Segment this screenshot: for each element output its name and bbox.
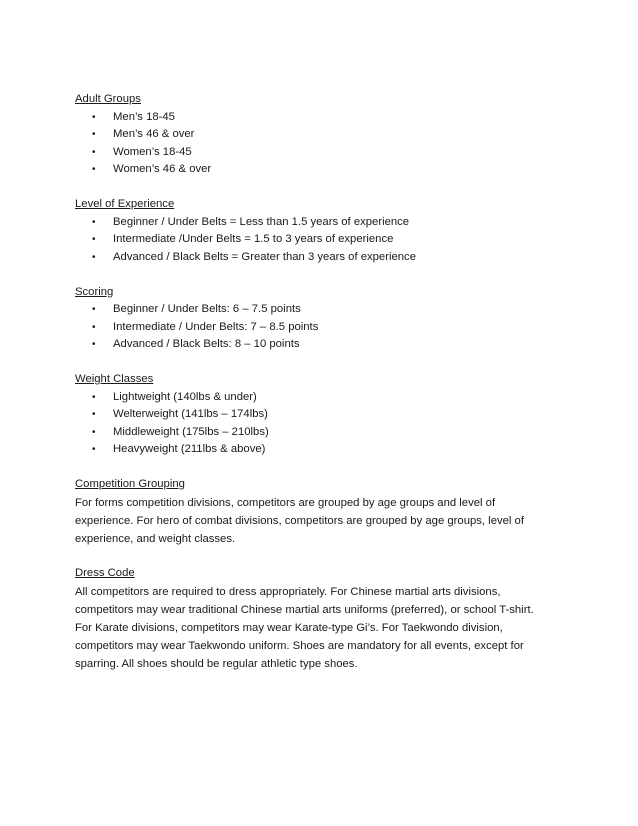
section-heading: Dress Code — [75, 567, 135, 579]
bullet-icon: • — [92, 444, 96, 455]
section-level-of-experience — [75, 196, 565, 266]
section-dress-code — [75, 565, 565, 673]
bullet-icon: • — [92, 216, 96, 228]
paragraph-line: All competitors are required to dress appropriately. For Chinese martial arts divisions, — [75, 585, 501, 598]
bullet-icon: • — [92, 129, 96, 140]
list-item — [75, 109, 565, 127]
list-item — [75, 231, 565, 249]
section-adult-groups — [75, 91, 565, 179]
bullet-icon: • — [92, 111, 96, 123]
list-item-text: Men’s 18-45 — [113, 110, 175, 123]
list-item-text: Beginner / Under Belts = Less than 1.5 years of experience — [113, 215, 410, 228]
paragraph-line: competitors may wear Taekwondo uniform. Shoes are mandatory for all events, except for — [75, 639, 524, 652]
section-heading: Level of Experience — [75, 198, 175, 210]
list-item — [75, 406, 565, 424]
bullet-icon: • — [92, 164, 96, 175]
list-item — [75, 214, 565, 232]
bullet-list — [75, 214, 565, 267]
document-body — [75, 91, 565, 673]
list-item-text: Intermediate /Under Belts = 1.5 to 3 years of experience — [113, 233, 394, 245]
list-item-text: Intermediate / Under Belts: 7 – 8.5 points — [113, 320, 319, 333]
list-item-text: Women’s 18-45 — [113, 145, 192, 158]
bullet-icon: • — [92, 234, 96, 245]
bullet-icon: • — [92, 391, 96, 403]
list-item-text: Lightweight (140lbs & under) — [113, 390, 257, 403]
paragraph-line: experience, and weight classes. — [75, 532, 236, 545]
list-item-text: Heavyweight (211lbs & above) — [113, 443, 266, 455]
paragraph-line: competitors may wear traditional Chinese martial arts uniforms (preferred), or school T-shirt. — [75, 603, 534, 616]
list-item — [75, 249, 565, 267]
bullet-icon: • — [92, 409, 96, 420]
bullet-icon: • — [92, 304, 96, 315]
bullet-icon: • — [92, 321, 96, 333]
list-item — [75, 389, 565, 407]
section-heading: Competition Grouping — [75, 478, 185, 490]
spacer — [75, 548, 565, 566]
spacer — [75, 179, 565, 197]
list-item — [75, 161, 565, 179]
paragraph — [75, 494, 565, 548]
paragraph-line: sparring. All shoes should be regular athletic type shoes. — [75, 657, 358, 670]
list-item-text: Advanced / Black Belts = Greater than 3 years of experience — [113, 250, 416, 263]
bullet-icon: • — [92, 251, 96, 263]
list-item-text: Advanced / Black Belts: 8 – 10 points — [113, 338, 300, 350]
list-item — [75, 336, 565, 354]
section-competition-grouping — [75, 476, 565, 548]
list-item-text: Beginner / Under Belts: 6 – 7.5 points — [113, 303, 301, 315]
paragraph-line: experience. For hero of combat divisions, competitors are grouped by age groups, level of — [75, 514, 524, 527]
paragraph-line: For forms competition divisions, competitors are grouped by age groups and level of — [75, 496, 496, 509]
section-heading: Adult Groups — [75, 93, 141, 105]
bullet-list — [75, 109, 565, 179]
bullet-icon: • — [92, 146, 96, 158]
section-heading: Scoring — [75, 285, 114, 298]
list-item — [75, 424, 565, 442]
bullet-list — [75, 301, 565, 354]
list-item — [75, 441, 565, 459]
list-item-text: Women’s 46 & over — [113, 163, 212, 175]
section-heading: Weight Classes — [75, 373, 154, 385]
list-item — [75, 144, 565, 162]
bullet-icon: • — [92, 426, 96, 438]
list-item — [75, 319, 565, 337]
list-item-text: Men’s 46 & over — [113, 128, 195, 140]
section-scoring — [75, 284, 565, 354]
bullet-icon: • — [92, 339, 96, 350]
list-item — [75, 301, 565, 319]
spacer — [75, 459, 565, 477]
spacer — [75, 266, 565, 284]
paragraph — [75, 583, 565, 673]
list-item-text: Middleweight (175lbs – 210lbs) — [113, 425, 269, 438]
paragraph-line: For Karate divisions, competitors may wear Karate-type Gi’s. For Taekwondo division, — [75, 621, 503, 634]
bullet-list — [75, 389, 565, 459]
section-weight-classes — [75, 371, 565, 459]
list-item-text: Welterweight (141lbs – 174lbs) — [113, 408, 268, 420]
spacer — [75, 354, 565, 372]
list-item — [75, 126, 565, 144]
